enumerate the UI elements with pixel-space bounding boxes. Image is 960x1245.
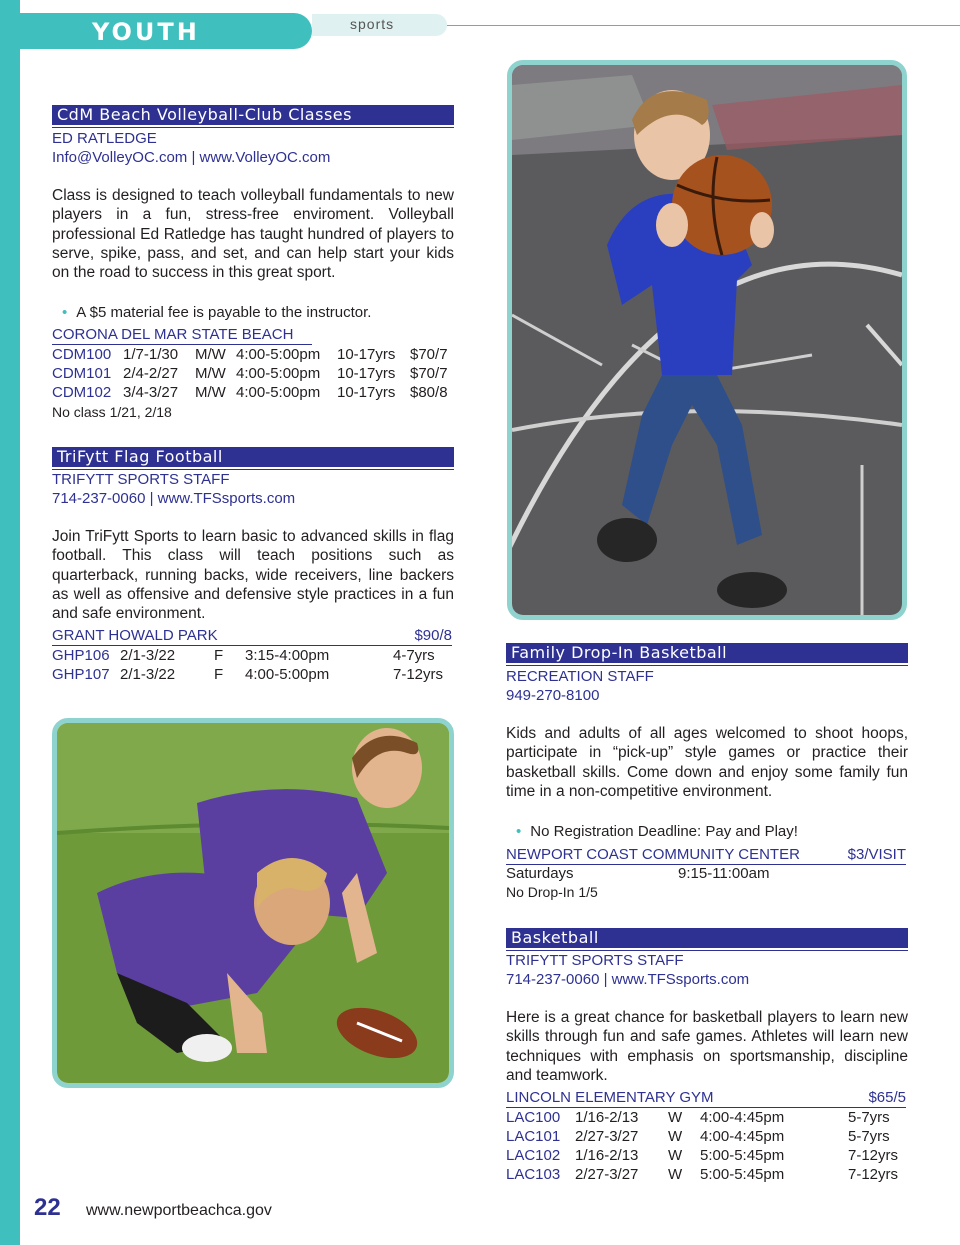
football-location xyxy=(52,626,452,646)
volleyball-title: CdM Beach Volleyball-Club Classes xyxy=(52,105,454,125)
dropin-no-dropin: No Drop-In 1/5 xyxy=(506,884,598,900)
football-description: Join TriFytt Sports to learn basic to advanced skills in flag football. This class will teach positions such as quarterback, running backs, wide receivers, line backers as well as offensive and defensive style practices in a fun and safe environment. xyxy=(52,528,454,623)
class-fee: $80/8 xyxy=(410,384,448,401)
class-code: CDM102 xyxy=(52,384,112,401)
volleyball-no-class: No class 1/21, 2/18 xyxy=(52,404,172,420)
footer-url[interactable]: www.newportbeachca.gov xyxy=(86,1202,272,1219)
left-accent-bar xyxy=(0,0,20,1245)
football-photo-illustration xyxy=(57,723,449,1083)
class-days: W xyxy=(668,1109,683,1126)
dropin-instructor: RECREATION STAFF xyxy=(506,668,654,685)
class-ages: 7-12yrs xyxy=(393,666,444,683)
dropin-note-text: No Registration Deadline: Pay and Play! xyxy=(530,823,798,840)
table-row xyxy=(506,864,908,883)
basketball-photo xyxy=(507,60,907,620)
class-dates: 1/7-1/30 xyxy=(123,346,179,363)
dropin-day: Saturdays xyxy=(506,865,574,882)
class-dates: 2/27-3/27 xyxy=(575,1128,639,1145)
table-row xyxy=(506,1146,908,1165)
class-dates: 2/1-3/22 xyxy=(120,666,176,683)
section-title: YOUTH xyxy=(92,18,200,46)
basketball-location xyxy=(506,1088,906,1108)
basketball-location-name: LINCOLN ELEMENTARY GYM xyxy=(506,1089,714,1106)
class-fee: $70/7 xyxy=(410,346,448,363)
class-code: LAC101 xyxy=(506,1128,561,1145)
class-fee: $70/7 xyxy=(410,365,448,382)
class-code: CDM100 xyxy=(52,346,112,363)
class-time: 4:00-5:00pm xyxy=(236,365,321,382)
dropin-note xyxy=(516,822,798,841)
table-row xyxy=(52,383,454,402)
football-title: TriFytt Flag Football xyxy=(52,447,454,467)
dropin-time: 9:15-11:00am xyxy=(678,865,770,882)
volleyball-description: Class is designed to teach volleyball fundamentals to new players in a fun, stress-free enviroment. Volleyball professional Ed Ratledge has taught hundred of players to serve, spike, pass, and set, and can help start your kids on the road to success in this great sport. xyxy=(52,187,454,282)
class-dates: 1/16-2/13 xyxy=(575,1109,639,1126)
class-ages: 4-7yrs xyxy=(393,647,435,664)
table-row xyxy=(506,1127,908,1146)
class-time: 4:00-5:00pm xyxy=(236,346,321,363)
football-instructor: TRIFYTT SPORTS STAFF xyxy=(52,471,230,488)
class-code: LAC100 xyxy=(506,1109,561,1126)
class-time: 5:00-5:45pm xyxy=(700,1166,785,1183)
class-days: W xyxy=(668,1147,683,1164)
class-dates: 1/16-2/13 xyxy=(575,1147,639,1164)
bullet-icon: • xyxy=(62,304,68,321)
class-days: F xyxy=(214,647,224,664)
volleyball-contact[interactable]: Info@VolleyOC.com | www.VolleyOC.com xyxy=(52,149,331,166)
class-code: LAC102 xyxy=(506,1147,561,1164)
volleyball-location xyxy=(52,325,312,345)
football-fee: $90/8 xyxy=(414,627,452,644)
class-time: 4:00-4:45pm xyxy=(700,1109,785,1126)
table-row xyxy=(52,364,454,383)
class-code: LAC103 xyxy=(506,1166,561,1183)
class-ages: 5-7yrs xyxy=(848,1109,890,1126)
class-time: 4:00-5:00pm xyxy=(245,666,330,683)
class-dates: 2/27-3/27 xyxy=(575,1166,639,1183)
class-dates: 3/4-3/27 xyxy=(123,384,179,401)
table-row xyxy=(52,665,454,684)
table-row xyxy=(52,345,454,364)
page-number: 22 xyxy=(34,1194,61,1221)
basketball-description: Here is a great chance for basketball players to learn new skills through fun and safe games. Athletes will learn new techniques with emphasis on sportsmanship, discipline and teamwork. xyxy=(506,1009,908,1084)
dropin-location xyxy=(506,845,906,865)
class-ages: 7-12yrs xyxy=(848,1147,899,1164)
class-code: CDM101 xyxy=(52,365,112,382)
volleyball-title-rule xyxy=(52,127,454,128)
class-days: M/W xyxy=(195,365,226,382)
table-row xyxy=(506,1108,908,1127)
class-time: 3:15-4:00pm xyxy=(245,647,330,664)
class-time: 4:00-5:00pm xyxy=(236,384,321,401)
class-time: 5:00-5:45pm xyxy=(700,1147,785,1164)
dropin-title: Family Drop-In Basketball xyxy=(506,643,908,663)
subsection-title: sports xyxy=(350,16,395,32)
volleyball-note xyxy=(62,303,371,322)
basketball-title: Basketball xyxy=(506,928,908,948)
basketball-contact[interactable]: 714-237-0060 | www.TFSsports.com xyxy=(506,971,750,988)
class-days: W xyxy=(668,1128,683,1145)
football-contact[interactable]: 714-237-0060 | www.TFSsports.com xyxy=(52,490,296,507)
class-time: 4:00-4:45pm xyxy=(700,1128,785,1145)
volleyball-location-name: CORONA DEL MAR STATE BEACH xyxy=(52,326,294,343)
class-code: GHP107 xyxy=(52,666,110,683)
dropin-location-name: NEWPORT COAST COMMUNITY CENTER xyxy=(506,846,800,863)
class-code: GHP106 xyxy=(52,647,110,664)
dropin-title-rule xyxy=(506,665,908,666)
basketball-photo-illustration xyxy=(512,65,902,615)
class-days: W xyxy=(668,1166,683,1183)
dropin-fee: $3/VISIT xyxy=(847,846,906,863)
class-days: M/W xyxy=(195,384,226,401)
table-row xyxy=(506,1165,908,1184)
section-tab xyxy=(20,13,312,49)
class-dates: 2/4-2/27 xyxy=(123,365,179,382)
volleyball-instructor: ED RATLEDGE xyxy=(52,130,157,147)
football-photo xyxy=(52,718,454,1088)
basketball-instructor: TRIFYTT SPORTS STAFF xyxy=(506,952,684,969)
dropin-phone[interactable]: 949-270-8100 xyxy=(506,687,600,704)
subsection-tab xyxy=(312,14,447,36)
basketball-fee: $65/5 xyxy=(868,1089,906,1106)
class-ages: 10-17yrs xyxy=(337,365,396,382)
table-row xyxy=(52,646,454,665)
class-days: F xyxy=(214,666,224,683)
bullet-icon: • xyxy=(516,823,522,840)
class-ages: 10-17yrs xyxy=(337,346,396,363)
class-ages: 7-12yrs xyxy=(848,1166,899,1183)
football-location-name: GRANT HOWALD PARK xyxy=(52,627,218,644)
class-days: M/W xyxy=(195,346,226,363)
dropin-description: Kids and adults of all ages welcomed to shoot hoops, participate in “pick-up” style games or practice their basketball skills. Come down and enjoy some family fun time in a non-competitive environment. xyxy=(506,725,908,800)
header-rule xyxy=(447,25,960,26)
class-ages: 10-17yrs xyxy=(337,384,396,401)
class-dates: 2/1-3/22 xyxy=(120,647,176,664)
class-ages: 5-7yrs xyxy=(848,1128,890,1145)
volleyball-note-text: A $5 material fee is payable to the instructor. xyxy=(76,304,372,321)
